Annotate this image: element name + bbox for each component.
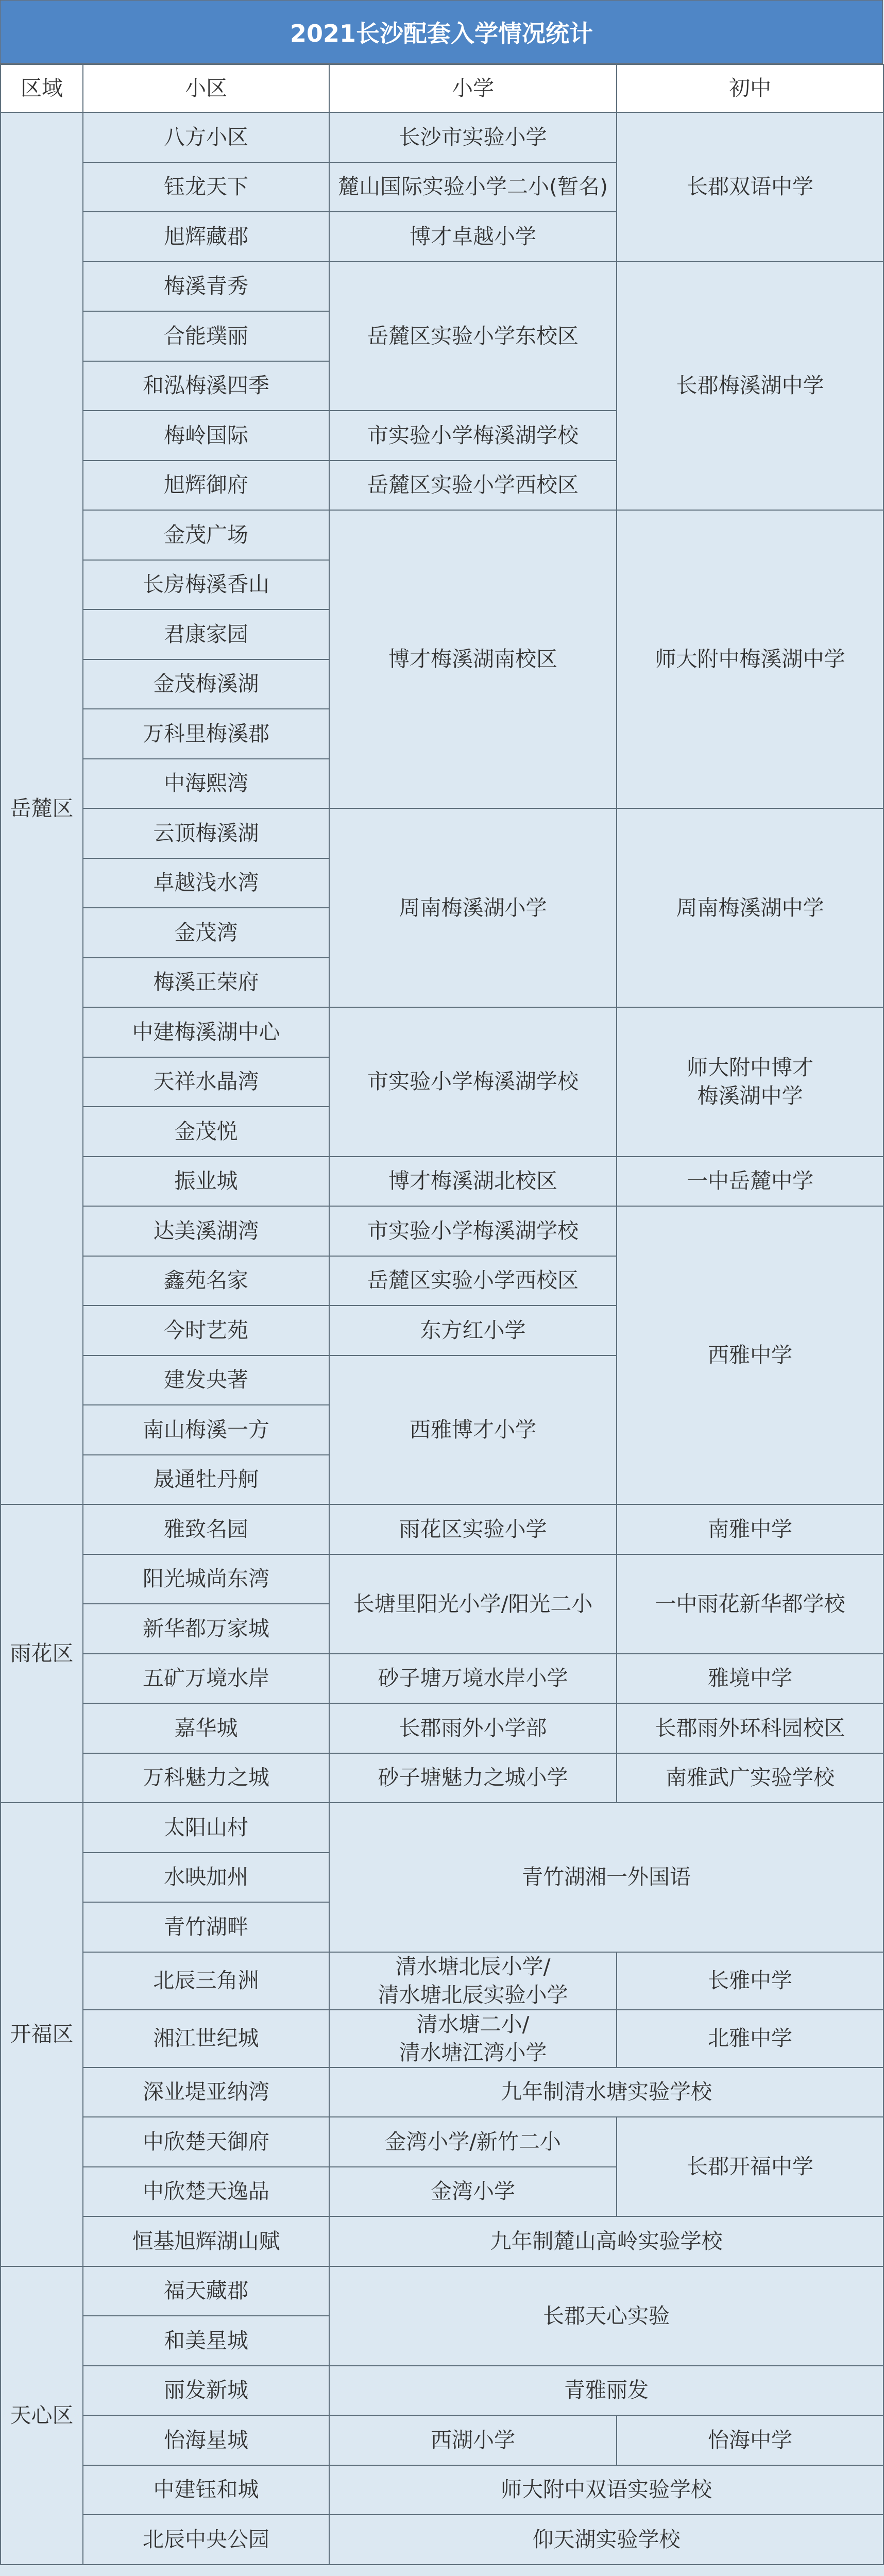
header-middle: 初中 <box>617 64 883 112</box>
community-cell: 新华都万家城 <box>83 1604 329 1654</box>
community-cell: 梅溪青秀 <box>83 262 329 312</box>
community-cell: 和泓梅溪四季 <box>83 361 329 411</box>
community-cell: 金茂湾 <box>83 908 329 958</box>
community-cell: 今时艺苑 <box>83 1306 329 1355</box>
primary-school-cell: 金湾小学 <box>329 2167 617 2217</box>
community-cell: 长房梅溪香山 <box>83 560 329 610</box>
table-row <box>1 262 883 312</box>
enrollment-table <box>0 64 884 2565</box>
community-cell: 君康家园 <box>83 609 329 659</box>
middle-school-cell: 北雅中学 <box>617 2010 883 2067</box>
community-cell: 北辰中央公园 <box>83 2515 329 2565</box>
primary-school-cell: 长塘里阳光小学/阳光二小 <box>329 1554 617 1654</box>
table-row <box>1 2415 883 2465</box>
community-cell: 雅致名园 <box>83 1504 329 1554</box>
community-cell: 中建梅溪湖中心 <box>83 1007 329 1057</box>
primary-school-cell: 麓山国际实验小学二小(暂名) <box>329 162 617 212</box>
middle-school-cell: 南雅中学 <box>617 1504 883 1554</box>
primary-school-cell: 清水塘北辰小学/ 清水塘北辰实验小学 <box>329 1952 617 2010</box>
table-row <box>1 2117 883 2167</box>
community-cell: 金茂梅溪湖 <box>83 659 329 709</box>
community-cell: 北辰三角洲 <box>83 1952 329 2010</box>
table-row <box>1 2515 883 2565</box>
community-cell: 卓越浅水湾 <box>83 858 329 908</box>
table-row <box>1 112 883 162</box>
middle-school-cell: 师大附中梅溪湖中学 <box>617 510 883 808</box>
primary-school-cell: 市实验小学梅溪湖学校 <box>329 411 617 461</box>
header-community: 小区 <box>83 64 329 112</box>
primary-school-cell: 金湾小学/新竹二小 <box>329 2117 617 2167</box>
community-cell: 晟通牡丹舸 <box>83 1455 329 1505</box>
community-cell: 中海熙湾 <box>83 759 329 809</box>
middle-school-cell: 师大附中博才 梅溪湖中学 <box>617 1007 883 1157</box>
primary-school-cell: 西雅博才小学 <box>329 1355 617 1505</box>
table-body <box>1 64 883 2565</box>
header-row <box>1 64 883 112</box>
community-cell: 怡海星城 <box>83 2415 329 2465</box>
middle-school-cell: 长郡雨外环科园校区 <box>617 1703 883 1753</box>
table-row <box>1 1952 883 2010</box>
primary-school-cell: 青竹湖湘一外国语 <box>329 1803 883 1952</box>
community-cell: 万科里梅溪郡 <box>83 709 329 759</box>
community-cell: 湘江世纪城 <box>83 2010 329 2067</box>
table-row <box>1 2266 883 2316</box>
community-cell: 太阳山村 <box>83 1803 329 1853</box>
primary-school-cell: 青雅丽发 <box>329 2366 883 2416</box>
community-cell: 振业城 <box>83 1157 329 1207</box>
middle-school-cell: 一中雨花新华都学校 <box>617 1554 883 1654</box>
header-primary: 小学 <box>329 64 617 112</box>
header-district: 区域 <box>1 64 83 112</box>
primary-school-cell: 博才卓越小学 <box>329 212 617 262</box>
district-cell: 雨花区 <box>1 1504 83 1803</box>
community-cell: 五矿万境水岸 <box>83 1654 329 1704</box>
community-cell: 水映加州 <box>83 1853 329 1903</box>
table-row <box>1 1803 883 1853</box>
table-row <box>1 1157 883 1207</box>
primary-school-cell: 师大附中双语实验学校 <box>329 2465 883 2515</box>
middle-school-cell: 长雅中学 <box>617 1952 883 2010</box>
community-cell: 旭辉御府 <box>83 461 329 511</box>
primary-school-cell: 市实验小学梅溪湖学校 <box>329 1007 617 1157</box>
table-row <box>1 1007 883 1057</box>
community-cell: 金茂悦 <box>83 1107 329 1157</box>
community-cell: 深业堤亚纳湾 <box>83 2067 329 2117</box>
table-row <box>1 2067 883 2117</box>
primary-school-cell: 长郡雨外小学部 <box>329 1703 617 1753</box>
community-cell: 八方小区 <box>83 112 329 162</box>
community-cell: 合能璞丽 <box>83 311 329 361</box>
middle-school-cell: 长郡梅溪湖中学 <box>617 262 883 511</box>
primary-school-cell: 长郡天心实验 <box>329 2266 883 2366</box>
table-row <box>1 2465 883 2515</box>
primary-school-cell: 砂子塘魅力之城小学 <box>329 1753 617 1803</box>
primary-school-cell: 雨花区实验小学 <box>329 1504 617 1554</box>
table-row <box>1 1504 883 1554</box>
primary-school-cell: 博才梅溪湖北校区 <box>329 1157 617 1207</box>
primary-school-cell: 砂子塘万境水岸小学 <box>329 1654 617 1704</box>
table-row <box>1 1206 883 1256</box>
table-row <box>1 2010 883 2067</box>
community-cell: 阳光城尚东湾 <box>83 1554 329 1604</box>
primary-school-cell: 九年制麓山高岭实验学校 <box>329 2216 883 2266</box>
middle-school-cell: 西雅中学 <box>617 1206 883 1504</box>
sheet-title: 2021长沙配套入学情况统计 <box>0 0 883 64</box>
table-row <box>1 2216 883 2266</box>
middle-school-cell: 长郡开福中学 <box>617 2117 883 2216</box>
primary-school-cell: 西湖小学 <box>329 2415 617 2465</box>
community-cell: 恒基旭辉湖山赋 <box>83 2216 329 2266</box>
community-cell: 青竹湖畔 <box>83 1902 329 1952</box>
community-cell: 南山梅溪一方 <box>83 1405 329 1455</box>
table-row <box>1 1654 883 1704</box>
middle-school-cell: 长郡双语中学 <box>617 112 883 262</box>
community-cell: 达美溪湖湾 <box>83 1206 329 1256</box>
community-cell: 云顶梅溪湖 <box>83 808 329 858</box>
table-row <box>1 808 883 858</box>
district-cell: 开福区 <box>1 1803 83 2266</box>
district-cell: 天心区 <box>1 2266 83 2565</box>
community-cell: 丽发新城 <box>83 2366 329 2416</box>
district-cell: 岳麓区 <box>1 112 83 1504</box>
community-cell: 中欣楚天逸品 <box>83 2167 329 2217</box>
primary-school-cell: 市实验小学梅溪湖学校 <box>329 1206 617 1256</box>
community-cell: 金茂广场 <box>83 510 329 560</box>
primary-school-cell: 岳麓区实验小学西校区 <box>329 461 617 511</box>
community-cell: 梅溪正荣府 <box>83 958 329 1008</box>
primary-school-cell: 岳麓区实验小学西校区 <box>329 1256 617 1306</box>
primary-school-cell: 东方红小学 <box>329 1306 617 1355</box>
middle-school-cell: 雅境中学 <box>617 1654 883 1704</box>
table-row <box>1 1703 883 1753</box>
community-cell: 鑫苑名家 <box>83 1256 329 1306</box>
community-cell: 旭辉藏郡 <box>83 212 329 262</box>
middle-school-cell: 怡海中学 <box>617 2415 883 2465</box>
primary-school-cell: 九年制清水塘实验学校 <box>329 2067 883 2117</box>
middle-school-cell: 南雅武广实验学校 <box>617 1753 883 1803</box>
community-cell: 和美星城 <box>83 2316 329 2366</box>
middle-school-cell: 周南梅溪湖中学 <box>617 808 883 1007</box>
primary-school-cell: 岳麓区实验小学东校区 <box>329 262 617 411</box>
community-cell: 万科魅力之城 <box>83 1753 329 1803</box>
community-cell: 中建钰和城 <box>83 2465 329 2515</box>
table-row <box>1 2366 883 2416</box>
community-cell: 建发央著 <box>83 1355 329 1405</box>
community-cell: 嘉华城 <box>83 1703 329 1753</box>
community-cell: 福天藏郡 <box>83 2266 329 2316</box>
table-row <box>1 1554 883 1604</box>
middle-school-cell: 一中岳麓中学 <box>617 1157 883 1207</box>
primary-school-cell: 长沙市实验小学 <box>329 112 617 162</box>
table-row <box>1 1753 883 1803</box>
primary-school-cell: 博才梅溪湖南校区 <box>329 510 617 808</box>
community-cell: 中欣楚天御府 <box>83 2117 329 2167</box>
community-cell: 钰龙天下 <box>83 162 329 212</box>
table-row <box>1 510 883 560</box>
community-cell: 梅岭国际 <box>83 411 329 461</box>
primary-school-cell: 周南梅溪湖小学 <box>329 808 617 1007</box>
community-cell: 天祥水晶湾 <box>83 1057 329 1107</box>
primary-school-cell: 清水塘二小/ 清水塘江湾小学 <box>329 2010 617 2067</box>
primary-school-cell: 仰天湖实验学校 <box>329 2515 883 2565</box>
